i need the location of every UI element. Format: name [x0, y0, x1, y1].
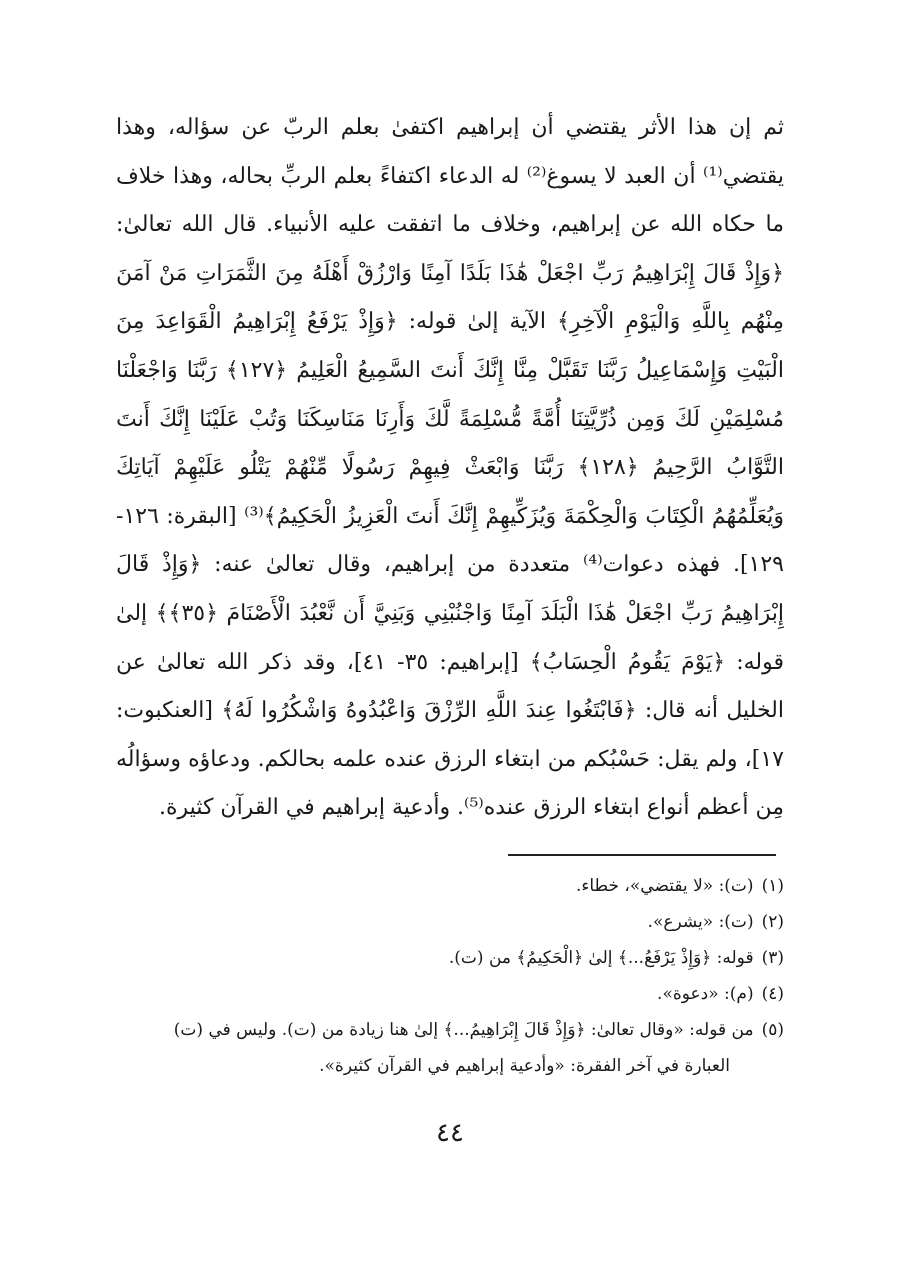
- footnote-text: (م): «دعوة».: [657, 984, 754, 1004]
- footnote-number: (٤): [761, 984, 784, 1004]
- main-paragraph: ثم إن هذا الأثر يقتضي أن إبراهيم اكتفىٰ بعلم الربّ عن سؤاله، وهذا يقتضي⁽¹⁾ أن العبد لا يسوغ⁽²⁾ له الدعاء اكتفاءً بعلم الربِّ بحاله، وهذا خلاف ما حكاه الله عن إبراهيم، وخلاف ما اتفقت عليه الأنبياء. قال الله تعالىٰ: ﴿وَإِذْ قَالَ إِبْرَاهِيمُ رَبِّ اجْعَلْ هَٰذَا بَلَدًا آمِنًا وَارْزُقْ أَهْلَهُ مِنَ الثَّمَرَاتِ مَنْ آمَنَ مِنْهُم بِاللَّهِ وَالْيَوْمِ الْآخِرِ﴾ الآية إلىٰ قوله: ﴿وَإِذْ يَرْفَعُ إِبْرَاهِيمُ الْقَوَاعِدَ مِنَ الْبَيْتِ وَإِسْمَاعِيلُ رَبَّنَا تَقَبَّلْ مِنَّا إِنَّكَ أَنتَ السَّمِيعُ الْعَلِيمُ ﴿١٢٧﴾ رَبَّنَا وَاجْعَلْنَا مُسْلِمَيْنِ لَكَ وَمِن ذُرِّيَّتِنَا أُمَّةً مُّسْلِمَةً لَّكَ وَأَرِنَا مَنَاسِكَنَا وَتُبْ عَلَيْنَا إِنَّكَ أَنتَ التَّوَّابُ الرَّحِيمُ ﴿١٢٨﴾ رَبَّنَا وَابْعَثْ فِيهِمْ رَسُولًا مِّنْهُمْ يَتْلُو عَلَيْهِمْ آيَاتِكَ وَيُعَلِّمُهُمُ الْكِتَابَ وَالْحِكْمَةَ وَيُزَكِّيهِمْ إِنَّكَ أَنتَ الْعَزِيزُ الْحَكِيمُ﴾⁽³⁾ [البقرة: ١٢٦- ١٢٩]. فهذه دعوات⁽⁴⁾ متعددة من إبراهيم، وقال تعالىٰ عنه: ﴿وَإِذْ قَالَ إِبْرَاهِيمُ رَبِّ اجْعَلْ هَٰذَا الْبَلَدَ آمِنًا وَاجْنُبْنِي وَبَنِيَّ أَن نَّعْبُدَ الْأَصْنَامَ ﴿٣٥﴾﴾ إلىٰ قوله: ﴿يَوْمَ يَقُومُ الْحِسَابُ﴾ [إبراهيم: ٣٥- ٤١]، وقد ذكر الله تعالىٰ عن الخليل أنه قال: ﴿فَابْتَغُوا عِندَ اللَّهِ الرِّزْقَ وَاعْبُدُوهُ وَاشْكُرُوا لَهُ﴾ [العنكبوت: ١٧]، ولم يقل: حَسْبُكم من ابتغاء الرزق عنده علمه بحالكم. ودعاؤه وسؤالُه مِن أعظم أنواع ابتغاء الرزق عنده⁽⁵⁾. وأدعية إبراهيم في القرآن كثيرة.: [116, 115, 785, 821]
- footnote-number: (٥): [761, 1020, 784, 1040]
- footnote-divider: [508, 854, 776, 856]
- footnote-2: [116, 904, 784, 940]
- footnote-1: [116, 868, 784, 904]
- footnote-text: (ت): «لا يقتضي»، خطاء.: [575, 876, 754, 896]
- footnote-number: (٢): [761, 912, 784, 932]
- footnote-5-continuation: العبارة في آخر الفقرة: «وأدعية إبراهيم في القرآن كثيرة».: [319, 1056, 730, 1076]
- footnote-number: (٣): [761, 948, 784, 968]
- footnote-text: قوله: ﴿وَإِذْ يَرْفَعُ...﴾ إلىٰ ﴿الْحَكِيمُ﴾ من (ت).: [448, 948, 754, 968]
- footnote-number: (١): [761, 876, 784, 896]
- footnotes: [116, 868, 784, 1084]
- main-text: [116, 104, 784, 833]
- footnote-4: [116, 976, 784, 1012]
- footnote-3: [116, 940, 784, 976]
- footnote-text: من قوله: «وقال تعالىٰ: ﴿وَإِذْ قَالَ إِبْرَاهِيمُ...﴾ إلىٰ هنا زيادة من (ت). وليس في (ت): [173, 1020, 754, 1040]
- page-number: ٤٤: [436, 1118, 464, 1148]
- footnote-text: (ت): «يشرع».: [647, 912, 754, 932]
- footnote-5: [116, 1012, 784, 1048]
